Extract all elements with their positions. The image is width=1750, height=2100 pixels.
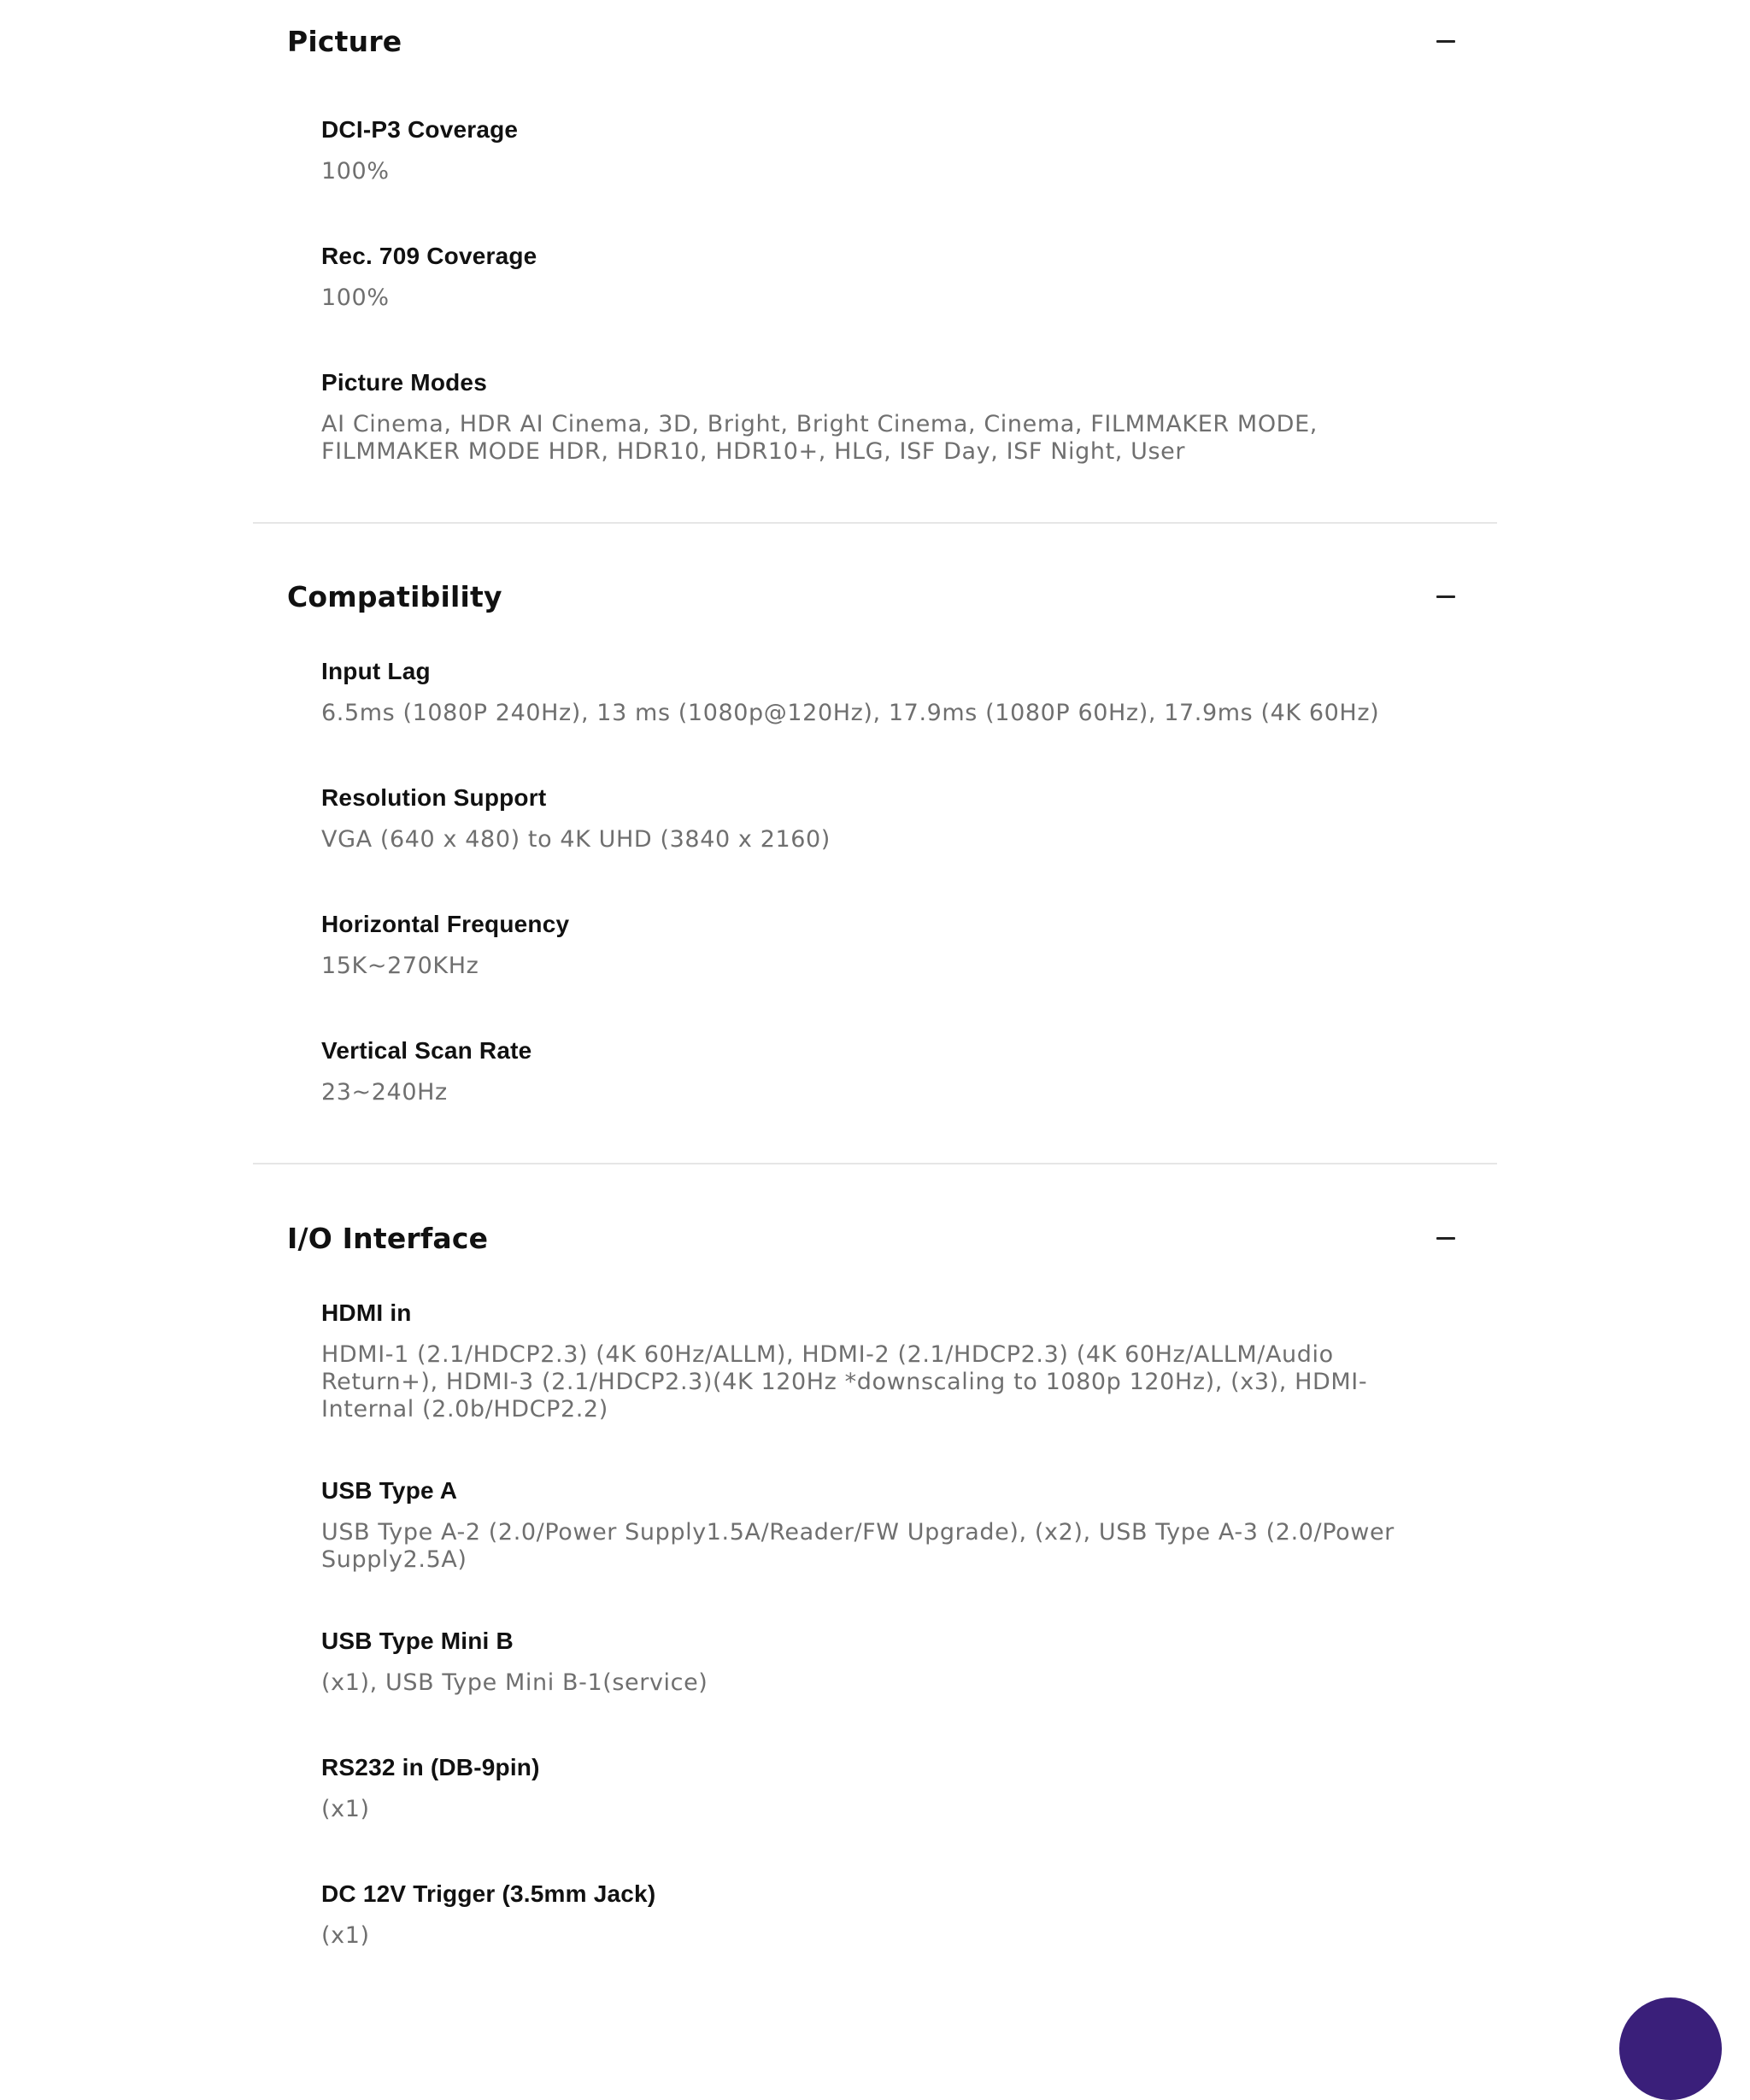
section-header[interactable] bbox=[253, 1212, 1497, 1264]
spec-value: AI Cinema, HDR AI Cinema, 3D, Bright, Bright Cinema, Cinema, FILMMAKER MODE, FILMMAKER MODE HDR, HDR10, HDR10+, HLG, ISF Day, ISF Night, User bbox=[321, 411, 1318, 465]
section-divider bbox=[253, 1163, 1497, 1164]
spec-value: 6.5ms (1080P 240Hz), 13 ms (1080p@120Hz), 17.9ms (1080P 60Hz), 17.9ms (4K 60Hz) bbox=[321, 700, 1380, 726]
spec-item bbox=[321, 1880, 1463, 1950]
section-divider bbox=[253, 522, 1497, 524]
spec-item bbox=[321, 115, 1463, 185]
spec-value: HDMI-1 (2.1/HDCP2.3) (4K 60Hz/ALLM), HDMI-2 (2.1/HDCP2.3) (4K 60Hz/ALLM/Audio Return+), HDMI-3 (2.1/HDCP2.3)(4K 120Hz *downscaling to 1080p 120Hz), (x3), HDMI-Internal (2.0b/HDCP2.2) bbox=[321, 1341, 1368, 1422]
spec-item bbox=[321, 910, 1463, 980]
spec-value: 100% bbox=[321, 158, 390, 185]
minus-icon bbox=[1436, 595, 1455, 598]
spec-value: (x1), USB Type Mini B-1(service) bbox=[321, 1669, 708, 1696]
spec-label: DCI-P3 Coverage bbox=[321, 116, 519, 143]
minus-icon bbox=[1436, 1237, 1455, 1240]
spec-item bbox=[321, 783, 1463, 853]
spec-item bbox=[321, 1753, 1463, 1823]
section-header[interactable] bbox=[253, 3, 1497, 79]
spec-label: RS232 in (DB-9pin) bbox=[321, 1754, 540, 1780]
spec-value: USB Type A-2 (2.0/Power Supply1.5A/Reader/FW Upgrade), (x2), USB Type A-3 (2.0/Power Supply2.5A) bbox=[321, 1519, 1395, 1573]
section-compatibility bbox=[253, 571, 1497, 1106]
collapse-toggle[interactable] bbox=[1429, 579, 1463, 613]
section-io-interface bbox=[253, 1212, 1497, 1950]
spec-item bbox=[321, 368, 1463, 466]
spec-value: 15K~270KHz bbox=[321, 953, 479, 979]
spec-item bbox=[321, 657, 1463, 727]
spec-label: HDMI in bbox=[321, 1299, 412, 1326]
collapse-toggle[interactable] bbox=[1429, 1221, 1463, 1255]
spec-label: Vertical Scan Rate bbox=[321, 1037, 532, 1064]
section-title: I/O Interface bbox=[287, 1221, 489, 1255]
spec-label: Horizontal Frequency bbox=[321, 911, 570, 937]
spec-item bbox=[321, 1036, 1463, 1106]
spec-list bbox=[253, 622, 1497, 1106]
spec-label: Resolution Support bbox=[321, 784, 547, 811]
section-header[interactable] bbox=[253, 571, 1497, 622]
spec-value: (x1) bbox=[321, 1922, 370, 1949]
spec-label: DC 12V Trigger (3.5mm Jack) bbox=[321, 1880, 656, 1907]
section-title: Compatibility bbox=[287, 579, 502, 613]
collapse-toggle[interactable] bbox=[1429, 24, 1463, 58]
minus-icon bbox=[1436, 40, 1455, 43]
spec-item bbox=[321, 1627, 1463, 1697]
spec-value: VGA (640 x 480) to 4K UHD (3840 x 2160) bbox=[321, 826, 831, 853]
spec-label: Input Lag bbox=[321, 658, 431, 684]
section-title: Picture bbox=[287, 24, 402, 58]
spec-list bbox=[253, 79, 1497, 466]
spec-value: 100% bbox=[321, 284, 390, 311]
spec-item bbox=[321, 1476, 1463, 1574]
chat-icon[interactable] bbox=[1619, 1997, 1722, 2100]
spec-value: 23~240Hz bbox=[321, 1079, 448, 1106]
spec-item bbox=[321, 1299, 1463, 1423]
section-picture bbox=[253, 3, 1497, 466]
spec-label: USB Type Mini B bbox=[321, 1628, 514, 1654]
spec-label: Picture Modes bbox=[321, 369, 487, 396]
spec-value: (x1) bbox=[321, 1796, 370, 1822]
spec-label: USB Type A bbox=[321, 1477, 458, 1504]
spec-container bbox=[253, 0, 1497, 1950]
spec-list bbox=[253, 1264, 1497, 1950]
spec-label: Rec. 709 Coverage bbox=[321, 243, 537, 269]
spec-item bbox=[321, 242, 1463, 312]
